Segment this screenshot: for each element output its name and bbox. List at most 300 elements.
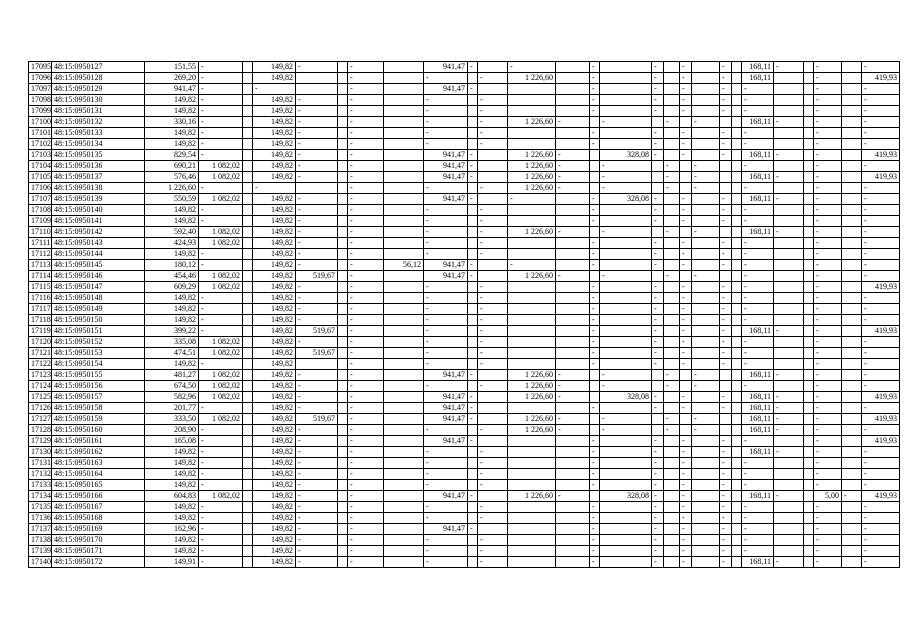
value-cell (692, 502, 720, 513)
value-cell (804, 458, 814, 469)
value-cell (652, 370, 664, 381)
value-cell (680, 117, 692, 128)
value-cell: 941,47 (424, 84, 468, 95)
value-cell: - (424, 458, 468, 469)
value-cell (774, 513, 804, 524)
value-cell: 149,82 (145, 480, 199, 491)
value-cell (243, 414, 253, 425)
value-cell (664, 326, 680, 337)
value-cell (243, 227, 253, 238)
value-cell (508, 205, 556, 216)
cadastral-number-cell: 48:15:0950153 (52, 348, 145, 359)
value-cell (804, 227, 814, 238)
value-cell: - (742, 480, 774, 491)
row-number-cell: 17120 (29, 337, 52, 348)
value-cell (556, 73, 590, 84)
value-cell (338, 524, 348, 535)
value-cell: - (680, 249, 692, 260)
value-cell: - (478, 227, 508, 238)
value-cell: - (814, 392, 842, 403)
value-cell: - (199, 359, 243, 370)
value-cell: - (680, 535, 692, 546)
value-cell (243, 150, 253, 161)
value-cell: 208,90 (145, 425, 199, 436)
value-cell (296, 183, 338, 194)
value-cell: - (680, 524, 692, 535)
value-cell (590, 161, 600, 172)
value-cell (664, 128, 680, 139)
value-cell (692, 249, 720, 260)
value-cell: - (720, 260, 732, 271)
value-cell: 149,82 (145, 513, 199, 524)
value-cell (508, 502, 556, 513)
value-cell (732, 95, 742, 106)
value-cell (732, 84, 742, 95)
value-cell: - (348, 403, 384, 414)
value-cell: - (862, 337, 900, 348)
value-cell (774, 183, 804, 194)
value-cell (556, 359, 590, 370)
value-cell (842, 62, 862, 73)
value-cell (468, 535, 478, 546)
value-cell: - (862, 359, 900, 370)
value-cell: - (199, 95, 243, 106)
value-cell: 149,82 (253, 458, 296, 469)
value-cell (692, 106, 720, 117)
value-cell (804, 183, 814, 194)
value-cell: - (774, 194, 804, 205)
value-cell (732, 216, 742, 227)
value-cell: - (720, 315, 732, 326)
cadastral-number-cell: 48:15:0950167 (52, 502, 145, 513)
value-cell: - (478, 502, 508, 513)
value-cell (664, 216, 680, 227)
value-cell (774, 249, 804, 260)
value-cell (243, 139, 253, 150)
value-cell: - (720, 359, 732, 370)
value-cell (692, 491, 720, 502)
value-cell (842, 216, 862, 227)
value-cell: - (424, 73, 468, 84)
value-cell: - (348, 227, 384, 238)
value-cell (243, 436, 253, 447)
value-cell (296, 359, 338, 370)
value-cell: - (296, 216, 338, 227)
value-cell (664, 458, 680, 469)
value-cell (600, 359, 652, 370)
value-cell (732, 370, 742, 381)
value-cell: - (862, 128, 900, 139)
value-cell (600, 326, 652, 337)
value-cell: - (652, 546, 664, 557)
cadastral-number-cell: 48:15:0950159 (52, 414, 145, 425)
value-cell: - (664, 117, 680, 128)
value-cell (508, 95, 556, 106)
value-cell: - (720, 458, 732, 469)
cadastral-number-cell: 48:15:0950127 (52, 62, 145, 73)
value-cell (732, 524, 742, 535)
value-cell: - (424, 381, 468, 392)
value-cell: - (424, 425, 468, 436)
value-cell: - (296, 172, 338, 183)
value-cell: - (862, 535, 900, 546)
value-cell (243, 117, 253, 128)
value-cell: - (720, 139, 732, 150)
value-cell: 149,82 (253, 128, 296, 139)
row-number-cell: 17102 (29, 139, 52, 150)
value-cell: - (742, 249, 774, 260)
value-cell: - (680, 62, 692, 73)
value-cell (720, 227, 732, 238)
row-number-cell: 17109 (29, 216, 52, 227)
table-row (29, 403, 900, 414)
value-cell: - (508, 194, 556, 205)
value-cell: - (478, 117, 508, 128)
value-cell (732, 425, 742, 436)
value-cell (600, 139, 652, 150)
value-cell (804, 535, 814, 546)
value-cell: - (680, 106, 692, 117)
value-cell (842, 337, 862, 348)
value-cell (842, 117, 862, 128)
value-cell (338, 84, 348, 95)
value-cell (468, 117, 478, 128)
value-cell (804, 128, 814, 139)
value-cell: - (478, 359, 508, 370)
value-cell (774, 95, 804, 106)
value-cell: - (862, 216, 900, 227)
value-cell (338, 414, 348, 425)
value-cell: - (199, 524, 243, 535)
value-cell: 941,47 (424, 403, 468, 414)
value-cell (664, 150, 680, 161)
value-cell (478, 392, 508, 403)
value-cell (478, 436, 508, 447)
value-cell: - (680, 315, 692, 326)
value-cell: 941,47 (424, 161, 468, 172)
value-cell (842, 381, 862, 392)
value-cell (600, 480, 652, 491)
value-cell: - (199, 458, 243, 469)
value-cell: 1 082,02 (199, 271, 243, 282)
value-cell: - (720, 249, 732, 260)
row-number-cell: 17127 (29, 414, 52, 425)
value-cell (774, 359, 804, 370)
value-cell: 151,55 (145, 62, 199, 73)
value-cell: - (742, 260, 774, 271)
value-cell: - (199, 502, 243, 513)
value-cell: - (348, 524, 384, 535)
value-cell: 419,93 (862, 172, 900, 183)
value-cell: - (742, 238, 774, 249)
value-cell: - (862, 205, 900, 216)
value-cell: - (652, 62, 664, 73)
value-cell (508, 293, 556, 304)
value-cell (804, 524, 814, 535)
value-cell (600, 348, 652, 359)
value-cell: - (199, 62, 243, 73)
value-cell (468, 469, 478, 480)
value-cell: - (199, 513, 243, 524)
table-row (29, 535, 900, 546)
value-cell: - (814, 337, 842, 348)
value-cell (508, 535, 556, 546)
value-cell (384, 502, 424, 513)
value-cell: - (814, 447, 842, 458)
value-cell: 1 226,60 (508, 491, 556, 502)
value-cell: - (742, 205, 774, 216)
value-cell: - (296, 150, 338, 161)
value-cell: - (199, 315, 243, 326)
value-cell: - (664, 183, 680, 194)
table-row (29, 117, 900, 128)
value-cell: 149,82 (253, 150, 296, 161)
value-cell: - (862, 238, 900, 249)
value-cell: - (720, 326, 732, 337)
value-cell: 419,93 (862, 326, 900, 337)
value-cell: - (720, 392, 732, 403)
value-cell (478, 370, 508, 381)
value-cell (664, 502, 680, 513)
value-cell: - (590, 95, 600, 106)
value-cell: - (652, 106, 664, 117)
value-cell: - (348, 414, 384, 425)
value-cell (600, 535, 652, 546)
table-row (29, 84, 900, 95)
value-cell (468, 513, 478, 524)
value-cell (478, 414, 508, 425)
value-cell: - (478, 425, 508, 436)
value-cell: - (652, 403, 664, 414)
value-cell: - (680, 359, 692, 370)
value-cell: - (424, 238, 468, 249)
value-cell (680, 161, 692, 172)
value-cell: - (664, 172, 680, 183)
value-cell (842, 128, 862, 139)
value-cell (384, 128, 424, 139)
cadastral-number-cell: 48:15:0950142 (52, 227, 145, 238)
value-cell: 180,12 (145, 260, 199, 271)
value-cell: - (590, 73, 600, 84)
value-cell (842, 359, 862, 370)
value-cell: - (652, 348, 664, 359)
value-cell (338, 447, 348, 458)
table-row (29, 139, 900, 150)
value-cell (468, 249, 478, 260)
table-row (29, 491, 900, 502)
value-cell: - (590, 106, 600, 117)
value-cell: - (556, 227, 590, 238)
value-cell (590, 381, 600, 392)
value-cell (664, 403, 680, 414)
value-cell: 149,82 (145, 458, 199, 469)
value-cell: - (590, 469, 600, 480)
value-cell: - (652, 337, 664, 348)
value-cell: - (590, 260, 600, 271)
value-cell: - (692, 172, 720, 183)
value-cell: - (424, 469, 468, 480)
cadastral-number-cell: 48:15:0950163 (52, 458, 145, 469)
value-cell: - (720, 513, 732, 524)
value-cell (384, 106, 424, 117)
table-row (29, 480, 900, 491)
value-cell (804, 84, 814, 95)
value-cell: - (814, 95, 842, 106)
cadastral-number-cell: 48:15:0950155 (52, 370, 145, 381)
value-cell: 328,08 (600, 392, 652, 403)
value-cell: - (600, 271, 652, 282)
value-cell (478, 172, 508, 183)
value-cell: - (664, 227, 680, 238)
value-cell (338, 513, 348, 524)
value-cell (243, 62, 253, 73)
value-cell: - (652, 128, 664, 139)
value-cell (804, 403, 814, 414)
value-cell (478, 491, 508, 502)
value-cell (296, 84, 338, 95)
value-cell (720, 183, 732, 194)
value-cell: 149,82 (145, 469, 199, 480)
value-cell: - (692, 161, 720, 172)
value-cell: - (590, 535, 600, 546)
value-cell: - (478, 282, 508, 293)
value-cell: 941,47 (424, 392, 468, 403)
value-cell (732, 238, 742, 249)
value-cell: - (814, 480, 842, 491)
value-cell (842, 106, 862, 117)
value-cell (600, 260, 652, 271)
value-cell: 941,47 (424, 194, 468, 205)
value-cell (338, 227, 348, 238)
value-cell (774, 139, 804, 150)
value-cell: - (774, 150, 804, 161)
value-cell (680, 425, 692, 436)
value-cell: 335,08 (145, 337, 199, 348)
value-cell (590, 183, 600, 194)
value-cell (600, 238, 652, 249)
value-cell: - (348, 128, 384, 139)
value-cell: - (720, 546, 732, 557)
value-cell (468, 557, 478, 568)
value-cell (243, 513, 253, 524)
value-cell (842, 403, 862, 414)
value-cell: - (424, 139, 468, 150)
value-cell: 201,77 (145, 403, 199, 414)
value-cell: - (199, 469, 243, 480)
value-cell (774, 381, 804, 392)
value-cell: - (652, 73, 664, 84)
value-cell (664, 238, 680, 249)
value-cell: - (478, 183, 508, 194)
value-cell: - (680, 304, 692, 315)
value-cell: - (600, 370, 652, 381)
value-cell: - (348, 271, 384, 282)
value-cell (652, 381, 664, 392)
value-cell: - (199, 447, 243, 458)
value-cell (732, 150, 742, 161)
value-cell (732, 260, 742, 271)
value-cell: - (199, 480, 243, 491)
value-cell (508, 348, 556, 359)
value-cell (600, 73, 652, 84)
value-cell: 550,59 (145, 194, 199, 205)
cadastral-number-cell: 48:15:0950157 (52, 392, 145, 403)
value-cell: - (774, 326, 804, 337)
value-cell: - (862, 227, 900, 238)
value-cell: - (199, 128, 243, 139)
value-cell (478, 271, 508, 282)
value-cell: - (424, 293, 468, 304)
value-cell: 149,82 (253, 73, 296, 84)
value-cell (556, 557, 590, 568)
value-cell: - (692, 117, 720, 128)
value-cell: - (348, 447, 384, 458)
cadastral-number-cell: 48:15:0950170 (52, 535, 145, 546)
value-cell (556, 106, 590, 117)
value-cell (652, 414, 664, 425)
table-row (29, 348, 900, 359)
value-cell: 1 082,02 (199, 194, 243, 205)
value-cell: 168,11 (742, 392, 774, 403)
value-cell (384, 293, 424, 304)
value-cell (468, 139, 478, 150)
row-number-cell: 17111 (29, 238, 52, 249)
value-cell: - (348, 326, 384, 337)
value-cell: - (296, 106, 338, 117)
value-cell (338, 491, 348, 502)
value-cell: - (742, 271, 774, 282)
value-cell (508, 480, 556, 491)
value-cell: 519,67 (296, 271, 338, 282)
value-cell (478, 260, 508, 271)
value-cell: 149,82 (253, 557, 296, 568)
value-cell: - (478, 216, 508, 227)
value-cell (384, 414, 424, 425)
value-cell (842, 95, 862, 106)
value-cell: - (590, 557, 600, 568)
value-cell: 1 082,02 (199, 414, 243, 425)
value-cell: - (680, 128, 692, 139)
value-cell: - (720, 293, 732, 304)
value-cell (243, 392, 253, 403)
value-cell: 149,82 (253, 480, 296, 491)
value-cell (842, 458, 862, 469)
value-cell (842, 73, 862, 84)
table-row (29, 161, 900, 172)
value-cell: - (556, 425, 590, 436)
value-cell: - (199, 183, 243, 194)
value-cell (508, 458, 556, 469)
value-cell: - (680, 469, 692, 480)
value-cell (556, 62, 590, 73)
value-cell (804, 469, 814, 480)
value-cell (804, 95, 814, 106)
value-cell (468, 348, 478, 359)
value-cell: - (742, 436, 774, 447)
value-cell (842, 502, 862, 513)
value-cell (508, 326, 556, 337)
value-cell: - (424, 315, 468, 326)
value-cell: 149,82 (253, 513, 296, 524)
value-cell: 519,67 (296, 348, 338, 359)
cadastral-number-cell: 48:15:0950128 (52, 73, 145, 84)
value-cell (692, 524, 720, 535)
value-cell (720, 425, 732, 436)
row-number-cell: 17123 (29, 370, 52, 381)
value-cell: - (814, 304, 842, 315)
value-cell: - (556, 271, 590, 282)
value-cell: - (348, 194, 384, 205)
